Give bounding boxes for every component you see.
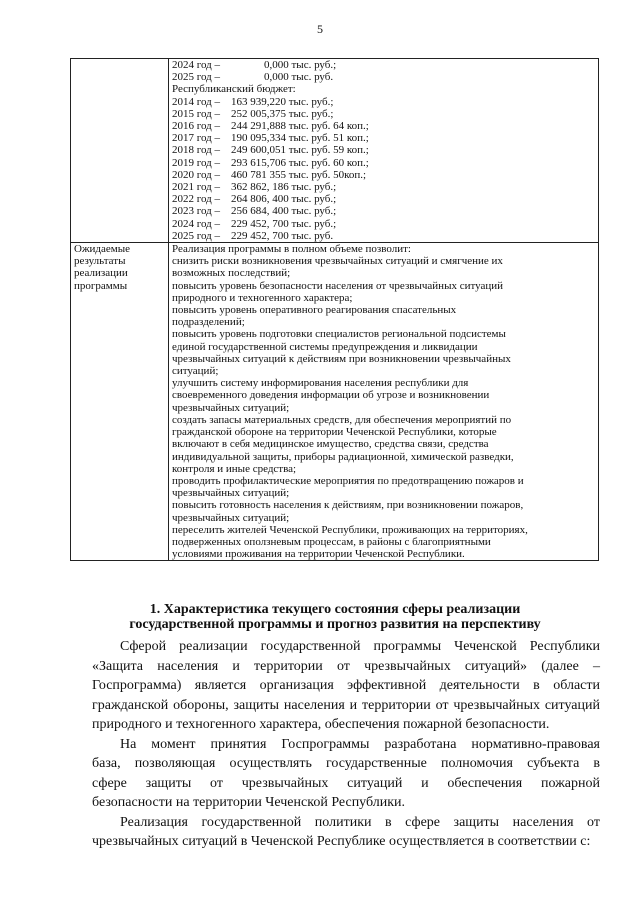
- label-line: реализации: [74, 267, 128, 280]
- paragraph-line: сфере защиты от чрезвычайных ситуаций и обеспечения пожарной: [92, 775, 600, 791]
- result-line: своевременного доведения информации об угрозе и возникновении: [172, 389, 490, 402]
- result-line: контроля и иные средства;: [172, 462, 297, 475]
- result-line: условиями проживания на территории Чеченской Республики.: [172, 548, 465, 561]
- republican-budget-label: Республиканский бюджет:: [172, 83, 296, 96]
- result-line: индивидуальной защиты, приборы радиационной, химической разведки,: [172, 450, 514, 463]
- budget-line: 2016 год – 244 291,888 тыс. руб. 64 коп.;: [172, 120, 369, 133]
- result-line: гражданской обороне на территории Чеченской Республики, которые: [172, 426, 497, 439]
- result-line: подразделений;: [172, 316, 245, 329]
- paragraph-line: На момент принятия Госпрограммы разработана нормативно-правовая: [120, 736, 600, 752]
- paragraph-line: чрезвычайных ситуаций в Чеченской Республике осуществляется в соответствии с:: [92, 834, 591, 849]
- result-line: повысить готовность населения к действиям, при возникновении пожаров,: [172, 499, 524, 512]
- result-line: чрезвычайных ситуаций к действиям при возникновении чрезвычайных: [172, 352, 511, 365]
- budget-line: 2018 год – 249 600,051 тыс. руб. 59 коп.;: [172, 144, 369, 157]
- result-line: чрезвычайных ситуаций;: [172, 511, 290, 524]
- section-heading-line: 1. Характеристика текущего состояния сферы реализации: [149, 602, 521, 617]
- budget-line: 2019 год – 293 615,706 тыс. руб. 60 коп.;: [172, 156, 369, 169]
- result-line: чрезвычайных ситуаций;: [172, 401, 290, 414]
- result-line: снизить риски возникновения чрезвычайных ситуаций и смягчение их: [172, 255, 503, 268]
- expected-results-row: [71, 243, 599, 561]
- result-line: возможных последствий;: [172, 267, 291, 280]
- budget-line: 2017 год – 190 095,334 тыс. руб. 51 коп.;: [172, 132, 369, 145]
- budget-line: 2020 год – 460 781 355 тыс. руб. 50коп.;: [172, 168, 367, 181]
- result-line: Реализация программы в полном объеме позволит:: [172, 243, 411, 256]
- result-line: создать запасы материальных средств, для обеспечения мероприятий по: [172, 413, 512, 426]
- section-heading: [70, 602, 600, 632]
- program-passport-table: [70, 58, 599, 561]
- page-number: 5: [317, 22, 323, 36]
- financing-label-cell: [71, 59, 169, 243]
- budget-line: 2022 год – 264 806, 400 тыс. руб.;: [172, 193, 337, 206]
- financing-cell: [169, 59, 599, 243]
- label-line: Ожидаемые: [74, 243, 131, 256]
- result-line: чрезвычайных ситуаций;: [172, 487, 290, 500]
- result-line: переселить жителей Чеченской Республики, проживающих на территориях,: [172, 523, 528, 536]
- paragraph-line: природного и техногенного характера, обеспечения пожарной безопасности.: [92, 717, 550, 732]
- paragraph-line: гражданской обороны, защиты населения и территории от чрезвычайных ситуаций: [92, 697, 600, 713]
- label-line: программы: [74, 279, 128, 292]
- result-line: подверженных оползневым процессам, в районы с благоприятными: [172, 535, 491, 548]
- paragraph-line: Сферой реализации государственной программы Чеченской Республики: [120, 639, 600, 654]
- result-line: повысить уровень безопасности населения от чрезвычайных ситуаций: [172, 279, 504, 292]
- result-line: проводить профилактические мероприятия по предотвращению пожаров и: [172, 474, 524, 487]
- label-line: результаты: [74, 255, 126, 268]
- result-line: улучшить систему информирования населения республики для: [172, 377, 469, 390]
- budget-line: 2023 год – 256 684, 400 тыс. руб.;: [172, 205, 337, 218]
- paragraph-line: Реализация государственной политики в сфере защиты населения от: [120, 814, 600, 830]
- result-line: единой государственной системы предупреждения и ликвидации: [172, 340, 478, 353]
- paragraph-line: безопасности на территории Чеченской Республики.: [92, 795, 406, 810]
- result-line: повысить уровень подготовки специалистов региональной подсистемы: [172, 328, 506, 341]
- budget-line: 2014 год – 163 939,220 тыс. руб.;: [172, 95, 334, 108]
- paragraph-line: база, позволяющая осуществлять государственные полномочия субъекта в: [92, 756, 600, 771]
- financing-row: [71, 59, 599, 243]
- expected-results-cell: [169, 243, 599, 561]
- result-line: ситуаций;: [172, 365, 219, 378]
- result-line: повысить уровень оперативного реагирования спасательных: [172, 304, 457, 317]
- budget-line: 2015 год – 252 005,375 тыс. руб.;: [172, 107, 334, 120]
- budget-line: 2021 год – 362 862, 186 тыс. руб.;: [172, 181, 337, 194]
- result-line: природного и техногенного характера;: [172, 291, 353, 304]
- financing-line: 2025 год – 0,000 тыс. руб.: [172, 71, 334, 84]
- section-heading-line: государственной программы и прогноз развития на перспективу: [129, 617, 541, 632]
- result-line: включают в себя медицинское имущество, средства связи, средства: [172, 438, 489, 451]
- paragraph-line: Госпрограмма) является организация эффективной деятельности в области: [92, 678, 600, 693]
- expected-results-label-cell: [71, 243, 169, 561]
- financing-line: 2024 год – 0,000 тыс. руб.;: [172, 59, 337, 71]
- budget-line: 2024 год – 229 452, 700 тыс. руб.;: [172, 217, 337, 230]
- budget-line: 2025 год – 229 452, 700 тыс. руб.: [172, 229, 334, 242]
- paragraph-line: «Защита населения и территории от чрезвычайных ситуаций» (далее –: [92, 658, 600, 674]
- body-text: [92, 637, 600, 852]
